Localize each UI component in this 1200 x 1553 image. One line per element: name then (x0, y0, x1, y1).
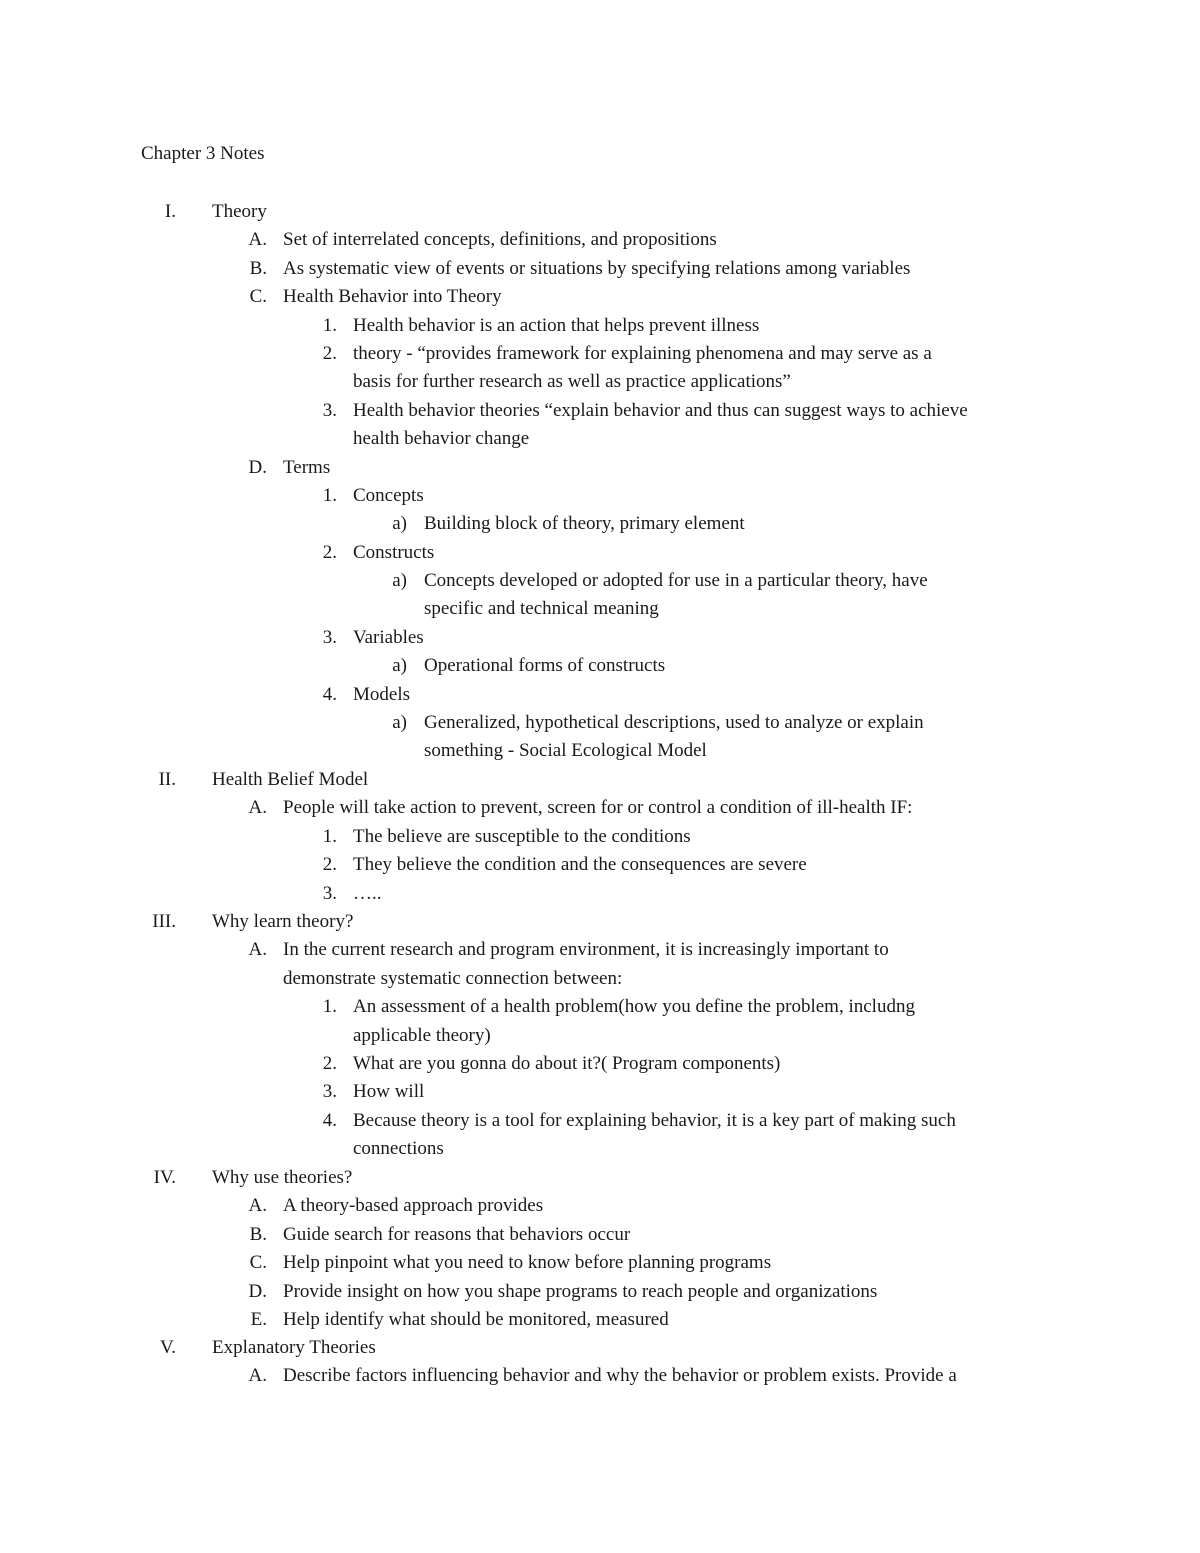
section-title: Health Belief Model (212, 769, 369, 790)
list-item (0, 993, 1200, 1021)
item-text: specific and technical meaning (424, 598, 659, 620)
section-heading (0, 1164, 1200, 1192)
item-text: Models (353, 683, 410, 705)
list-item-continuation (0, 595, 1200, 623)
item-text: Provide insight on how you shape programs to reach people and organizations (283, 1280, 878, 1302)
section-title: Theory (212, 201, 267, 222)
item-text: Terms (283, 456, 331, 478)
item-text: Concepts (353, 484, 424, 506)
number-marker: 1. (322, 314, 337, 336)
list-item (0, 1249, 1200, 1277)
item-text: They believe the condition and the consequences are severe (353, 854, 807, 876)
item-text: basis for further research as well as practice applications” (353, 371, 791, 393)
page-title: Chapter 3 Notes (141, 143, 265, 164)
list-item (0, 794, 1200, 822)
roman-marker: II. (158, 769, 176, 790)
section-heading (0, 908, 1200, 936)
list-item (0, 397, 1200, 425)
item-text: A theory-based approach provides (283, 1195, 544, 1217)
list-item (0, 283, 1200, 311)
item-text: In the current research and program environment, it is increasingly important to (283, 939, 889, 961)
list-item-continuation (0, 368, 1200, 396)
item-text: What are you gonna do about it?( Program components) (353, 1052, 781, 1074)
list-item-continuation (0, 1022, 1200, 1050)
number-marker: 4. (322, 683, 337, 705)
number-marker: 1. (322, 996, 337, 1018)
number-marker: 3. (322, 882, 337, 904)
list-item (0, 823, 1200, 851)
list-item-continuation (0, 965, 1200, 993)
number-marker: 2. (322, 342, 337, 364)
item-text: demonstrate systematic connection between: (283, 967, 623, 989)
list-item (0, 510, 1200, 538)
item-text: Variables (353, 626, 424, 648)
item-text: Health behavior theories “explain behavior and thus can suggest ways to achieve (353, 399, 968, 421)
item-text: applicable theory) (353, 1024, 491, 1046)
list-item (0, 709, 1200, 737)
list-item (0, 1192, 1200, 1220)
section-title: Why learn theory? (212, 911, 354, 932)
letter-marker: D. (248, 1280, 267, 1302)
item-text: People will take action to prevent, screen for or control a condition of ill-health IF: (283, 797, 913, 819)
item-text: Constructs (353, 541, 435, 563)
item-text: Because theory is a tool for explaining behavior, it is a key part of making such (353, 1109, 956, 1131)
section-title: Why use theories? (212, 1167, 353, 1188)
item-text: Generalized, hypothetical descriptions, used to analyze or explain (424, 712, 924, 734)
letter-marker: B. (249, 1223, 267, 1245)
item-text: Building block of theory, primary element (424, 513, 745, 535)
list-item (0, 624, 1200, 652)
item-text: How will (353, 1081, 425, 1103)
list-item-continuation (0, 425, 1200, 453)
letter-marker: E. (250, 1308, 267, 1330)
list-item (0, 226, 1200, 254)
section-title: Explanatory Theories (212, 1337, 376, 1358)
number-marker: 2. (322, 1052, 337, 1074)
list-item (0, 1107, 1200, 1135)
section-heading (0, 198, 1200, 226)
number-marker: 3. (322, 1081, 337, 1103)
item-text: Operational forms of constructs (424, 655, 666, 677)
sub-marker: a) (392, 712, 407, 734)
letter-marker: A. (248, 1195, 267, 1217)
item-text: As systematic view of events or situations by specifying relations among variables (283, 257, 911, 279)
list-item-continuation (0, 1135, 1200, 1163)
item-text: Describe factors influencing behavior and why the behavior or problem exists. Provide a (283, 1365, 957, 1387)
item-text: Help pinpoint what you need to know before planning programs (283, 1252, 772, 1274)
letter-marker: C. (249, 1252, 267, 1274)
letter-marker: A. (248, 229, 267, 251)
list-item (0, 340, 1200, 368)
item-text: An assessment of a health problem(how you define the problem, includng (353, 996, 915, 1018)
list-item (0, 681, 1200, 709)
list-item (0, 255, 1200, 283)
section-health-belief-model (0, 766, 1200, 908)
item-text: Health behavior is an action that helps prevent illness (353, 314, 760, 336)
item-text: Guide search for reasons that behaviors occur (283, 1223, 631, 1245)
item-text: Set of interrelated concepts, definitions, and propositions (283, 229, 717, 251)
list-item (0, 880, 1200, 908)
list-item (0, 936, 1200, 964)
section-why-use-theories (0, 1164, 1200, 1334)
section-theory (0, 198, 1200, 766)
section-explanatory-theories (0, 1334, 1200, 1391)
item-text: ….. (353, 882, 382, 904)
list-item (0, 1306, 1200, 1334)
roman-marker: V. (159, 1337, 176, 1358)
number-marker: 3. (322, 399, 337, 421)
item-text: Concepts developed or adopted for use in a particular theory, have (424, 570, 928, 592)
list-item (0, 454, 1200, 482)
sub-marker: a) (392, 570, 407, 592)
list-item (0, 1362, 1200, 1390)
number-marker: 2. (322, 854, 337, 876)
sub-marker: a) (392, 655, 407, 677)
number-marker: 3. (322, 626, 337, 648)
list-item (0, 312, 1200, 340)
list-item (0, 851, 1200, 879)
letter-marker: D. (248, 456, 267, 478)
list-item (0, 1078, 1200, 1106)
letter-marker: C. (249, 286, 267, 308)
number-marker: 2. (322, 541, 337, 563)
list-item (0, 539, 1200, 567)
section-heading (0, 1334, 1200, 1362)
item-text: theory - “provides framework for explaining phenomena and may serve as a (353, 342, 932, 364)
list-item (0, 482, 1200, 510)
section-why-learn-theory (0, 908, 1200, 1164)
item-text: something - Social Ecological Model (424, 740, 707, 762)
number-marker: 1. (322, 484, 337, 506)
roman-marker: III. (152, 911, 176, 932)
item-text: connections (353, 1138, 444, 1160)
sub-marker: a) (392, 513, 407, 535)
list-item (0, 652, 1200, 680)
number-marker: 1. (322, 825, 337, 847)
letter-marker: B. (249, 257, 267, 279)
roman-marker: I. (164, 201, 176, 222)
list-item-continuation (0, 737, 1200, 765)
roman-marker: IV. (153, 1167, 176, 1188)
item-text: health behavior change (353, 428, 530, 450)
letter-marker: A. (248, 1365, 267, 1387)
letter-marker: A. (248, 939, 267, 961)
number-marker: 4. (322, 1109, 337, 1131)
list-item (0, 1221, 1200, 1249)
item-text: Health Behavior into Theory (283, 286, 502, 308)
list-item (0, 1050, 1200, 1078)
letter-marker: A. (248, 797, 267, 819)
item-text: Help identify what should be monitored, measured (283, 1308, 669, 1330)
list-item (0, 1278, 1200, 1306)
section-heading (0, 766, 1200, 794)
list-item (0, 567, 1200, 595)
item-text: The believe are susceptible to the conditions (353, 825, 691, 847)
